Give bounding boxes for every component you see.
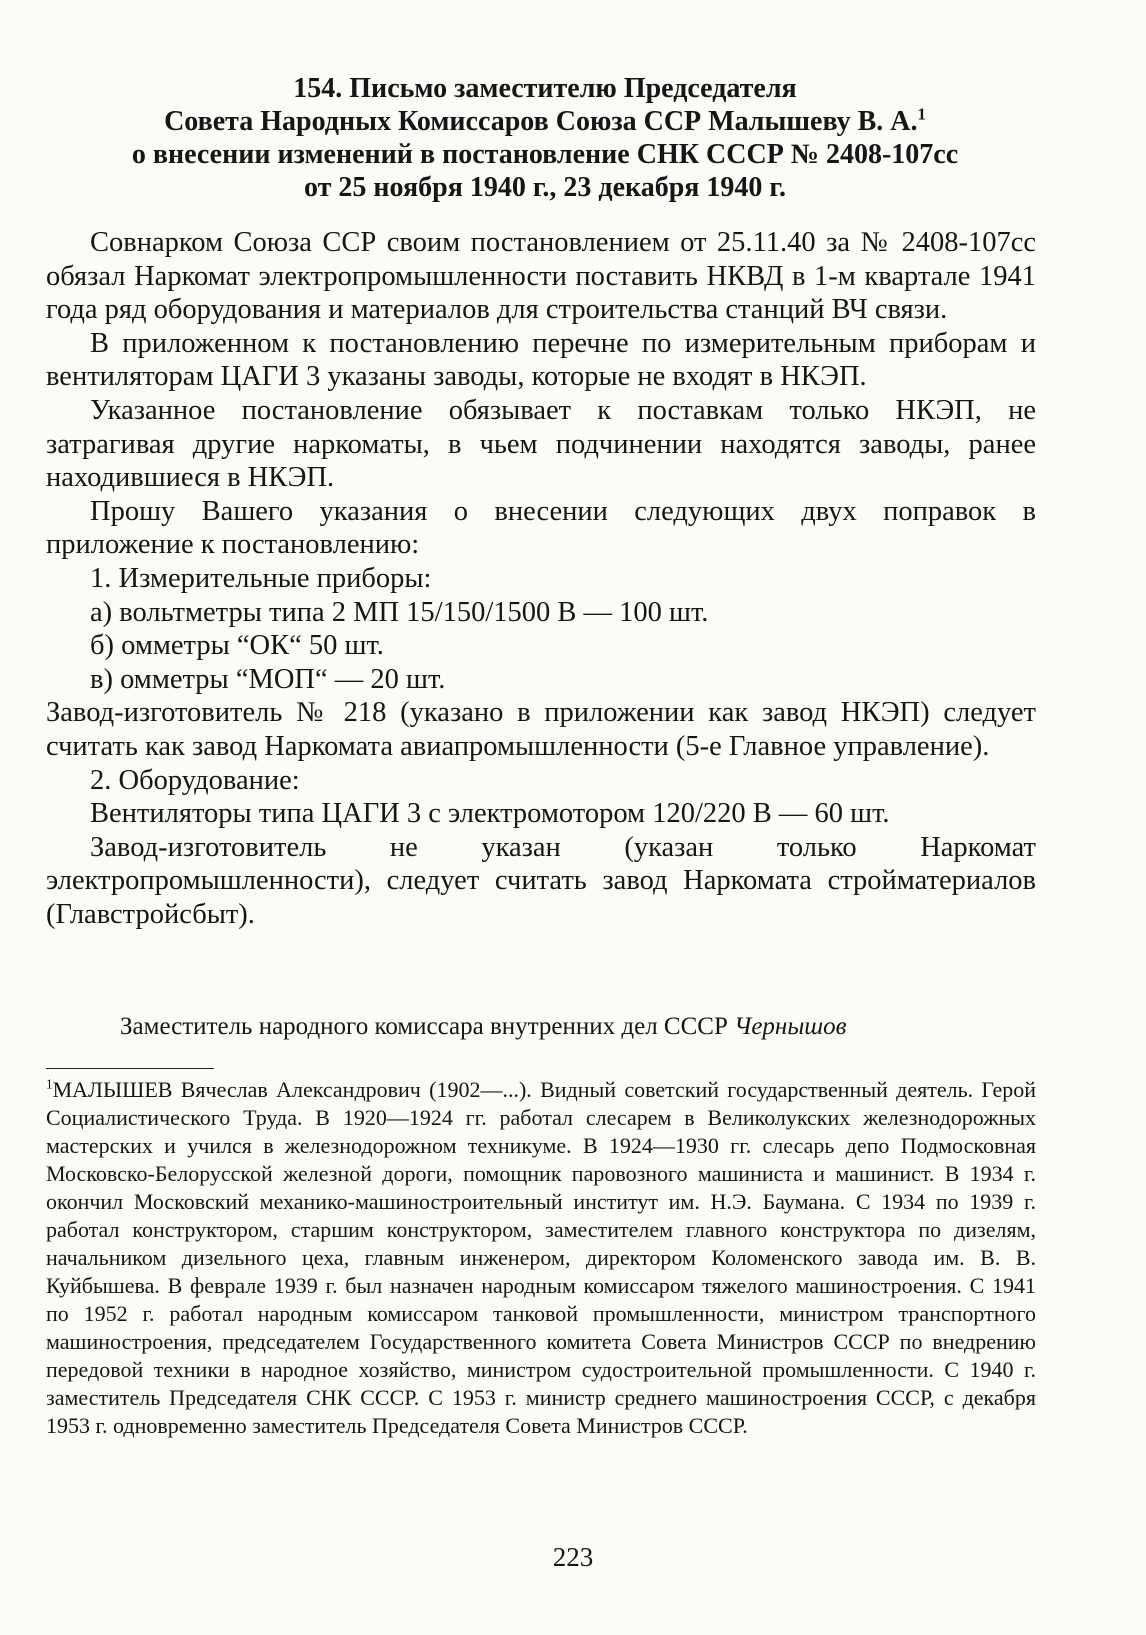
- list-item-2a: Вентиляторы типа ЦАГИ 3 с электромотором 120/220 В — 60 шт.: [90, 798, 890, 830]
- signature-name: Чернышов: [734, 1013, 847, 1040]
- heading-line-2-text: Совета Народных Комиссаров Союза ССР Малышеву В. А.: [164, 106, 918, 137]
- list-item-2: 2. Оборудование:: [90, 764, 300, 796]
- heading-line-1: 154. Письмо заместителю Председателя: [293, 73, 797, 104]
- heading-line-2: [40, 105, 1050, 138]
- signature-line: [120, 1012, 1040, 1042]
- page-number: 223: [552, 1542, 594, 1572]
- footnote-text: МАЛЫШЕВ Вячеслав Александрович (1902—...). Видный советский государственный деятель. Герой Социалистического Труда. В 1920—1924 гг. работал слесарем в Великолукских железнодорожных мастерских и учился в железнодорожном техникуме. В 1924—1930 гг. слесарь депо Подмосковная Московско-Белорусской железной дороги, помощник паровозного машиниста и машинист. В 1934 г. окончил Московский механико-машиностроительный институт им. Н.Э. Баумана. С 1934 по 1939 г. работал конструктором, старшим конструктором, заместителем главного конструктора по дизелям, начальником дизельного цеха, главным инженером, директором Коломенского завода им. В. В. Куйбышева. В феврале 1939 г. был назначен народным комиссаром тяжелого машиностроения. С 1941 по 1952 г. работал народным комиссаром танковой промышленности, министром транспортного машиностроения, председателем Государственного комитета Совета Министров СССР по внедрению передовой техники в народное хозяйство, министром судостроительной промышленности. С 1940 г. заместитель Председателя СНК СССР. С 1953 г. министр среднего машиностроения СССР, с декабря 1953 г. одновременно заместитель Председателя Совета Министров СССР.: [46, 1077, 1036, 1438]
- list-item-1a: а) вольтметры типа 2 МП 15/150/1500 В — 100 шт.: [90, 596, 709, 628]
- paragraph-1: Совнарком Союза ССР своим постановлением от 25.11.40 за № 2408-107сс обязал Наркомат электропромышленности поставить НКВД в 1-м квартале 1941 года ряд оборудования и материалов для строительства станций ВЧ связи.: [46, 227, 1036, 326]
- heading-line-3: о внесении изменений в постановление СНК СССР № 2408-107сс: [131, 139, 959, 170]
- list-item-1: 1. Измерительные приборы:: [90, 562, 432, 594]
- letter-body: [46, 226, 1036, 931]
- heading-line-4: от 25 ноября 1940 г., 23 декабря 1940 г.: [304, 172, 786, 203]
- heading-footnote-mark: 1: [917, 104, 926, 124]
- document-heading: [40, 72, 1050, 204]
- signature-position: Заместитель народного комиссара внутренних дел СССР: [120, 1013, 728, 1040]
- paragraph-6: Завод-изготовитель не указан (указан только Наркомат электропромышленности), следует считать завод Наркомата стройматериалов (Главстройсбыт).: [46, 831, 1036, 930]
- paragraph-3: Указанное постановление обязывает к поставкам только НКЭП, не затрагивая другие наркоматы, в чьем подчинении находятся заводы, ранее находившиеся в НКЭП.: [46, 394, 1036, 494]
- paragraph-4: Прошу Вашего указания о внесении следующих двух поправок в приложение к постановлению:: [46, 495, 1036, 561]
- footnote-divider: [46, 1068, 214, 1069]
- footnote: [46, 1076, 1036, 1440]
- footnote-mark: 1: [46, 1076, 53, 1092]
- list-item-1b: б) омметры “ОК“ 50 шт.: [90, 630, 384, 662]
- list-item-1c: в) омметры “МОП“ — 20 шт.: [90, 663, 446, 695]
- paragraph-5: Завод-изготовитель № 218 (указано в приложении как завод НКЭП) следует считать как завод Наркомата авиапромышленности (5-е Главное управление).: [46, 697, 1036, 762]
- paragraph-2: В приложенном к постановлению перечне по измерительным приборам и вентиляторам ЦАГИ 3 указаны заводы, которые не входят в НКЭП.: [46, 327, 1036, 393]
